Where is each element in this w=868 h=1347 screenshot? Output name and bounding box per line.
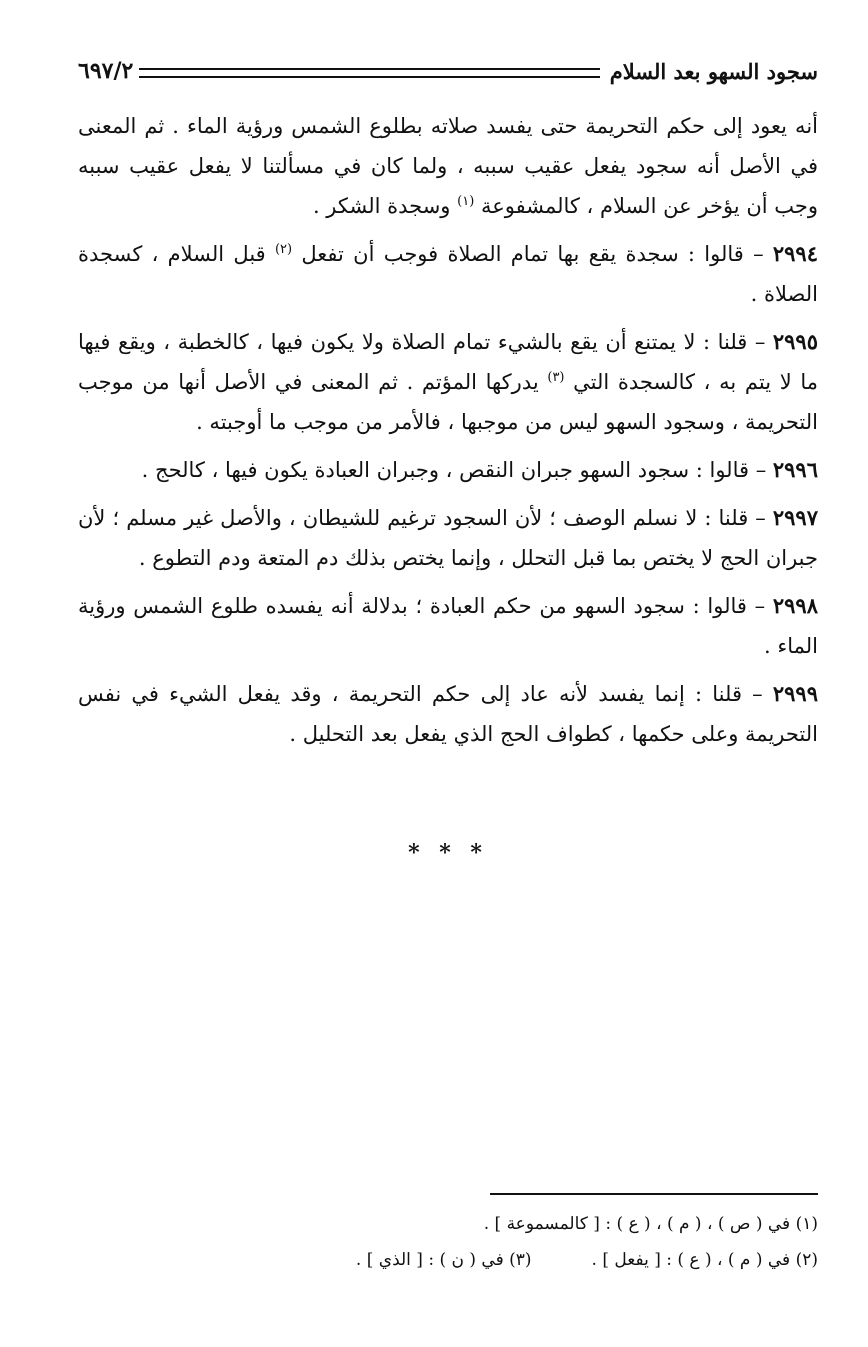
footnote-line — [78, 1242, 818, 1278]
paragraph-number: ٢٩٩٦ — [772, 457, 818, 482]
paragraph-number: ٢٩٩٧ — [772, 505, 818, 530]
paragraph-text: – قلنا : لا يمتنع أن يقع بالشيء تمام الصلاة ولا يكون فيها ، كالخطبة ، ويقع فيها ما لا يتم به ، كالسجدة التي — [78, 330, 818, 394]
paragraph-text: أنه يعود إلى حكم التحريمة حتى يفسد صلاته بطلوع الشمس ورؤية الماء . ثم المعنى في الأصل أنه سجود يفعل عقيب سببه ، ولما كان في مسألتنا لا يفعل عقيب سببه وجب أن يؤخر عن السلام ، كالمشفوعة — [78, 114, 818, 218]
paragraph-continuation — [78, 106, 818, 226]
paragraph-2998 — [78, 586, 818, 666]
footnote-3: (٣) في ( ن ) : [ الذي ] . — [355, 1250, 532, 1270]
paragraph-2995 — [78, 322, 818, 442]
page-number: ٦٩٧/٢ — [78, 58, 134, 84]
paragraph-number: ٢٩٩٨ — [772, 593, 818, 618]
paragraph-text: – قلنا : إنما يفسد لأنه عاد إلى حكم التحريمة ، وقد يفعل الشيء في نفس التحريمة وعلى حكمها ، كطواف الحج الذي يفعل بعد التحليل . — [78, 682, 818, 746]
header-title: سجود السهو بعد السلام — [609, 58, 818, 84]
footnote-ref: (٣) — [547, 370, 565, 385]
footnote-1: (١) في ( ص ) ، ( م ) ، ( ع ) : [ كالمسموعة ] . — [483, 1214, 818, 1234]
paragraph-text: – قالوا : سجود السهو من حكم العبادة ؛ بدلالة أنه يفسده طلوع الشمس ورؤية الماء . — [78, 594, 818, 658]
paragraph-text: – قلنا : لا نسلم الوصف ؛ لأن السجود ترغيم للشيطان ، والأصل غير مسلم ؛ لأن جبران الحج لا يختص بما قبل التحلل ، وإنما يختص بذلك دم المتعة ودم التطوع . — [78, 506, 818, 570]
running-header — [78, 56, 818, 86]
paragraph-text: – قالوا : سجدة يقع بها تمام الصلاة فوجب أن تفعل — [301, 242, 773, 266]
paragraph-number: ٢٩٩٥ — [772, 329, 818, 354]
header-double-rule — [139, 68, 599, 78]
paragraph-2999 — [78, 674, 818, 754]
footnote-2: (٢) في ( م ) ، ( ع ) : [ يفعل ] . — [591, 1250, 818, 1270]
footnotes — [78, 1206, 818, 1278]
footnote-ref: (٢) — [274, 242, 293, 257]
paragraph-text: – قالوا : سجود السهو جبران النقص ، وجبران العبادة يكون فيها ، كالحج . — [141, 458, 773, 482]
section-separator: * * * — [408, 840, 488, 866]
paragraph-2997 — [78, 498, 818, 578]
paragraph-2994 — [78, 234, 818, 314]
footnote-ref: (١) — [457, 194, 475, 209]
footnote-line — [78, 1206, 818, 1242]
main-text — [78, 106, 818, 762]
footnote-rule — [490, 1193, 818, 1195]
footnote-gap — [532, 1242, 592, 1278]
paragraph-text-after: يدركها المؤتم . ثم المعنى في الأصل أنها من موجب التحريمة ، وسجود السهو ليس من موجبها ، فالأمر من موجب ما أوجبته . — [78, 370, 818, 434]
paragraph-number: ٢٩٩٤ — [772, 241, 818, 266]
paragraph-text-after: قبل السلام ، كسجدة الصلاة . — [78, 242, 818, 306]
paragraph-number: ٢٩٩٩ — [772, 681, 818, 706]
paragraph-2996 — [78, 450, 818, 490]
paragraph-text-after: وسجدة الشكر . — [312, 194, 458, 218]
